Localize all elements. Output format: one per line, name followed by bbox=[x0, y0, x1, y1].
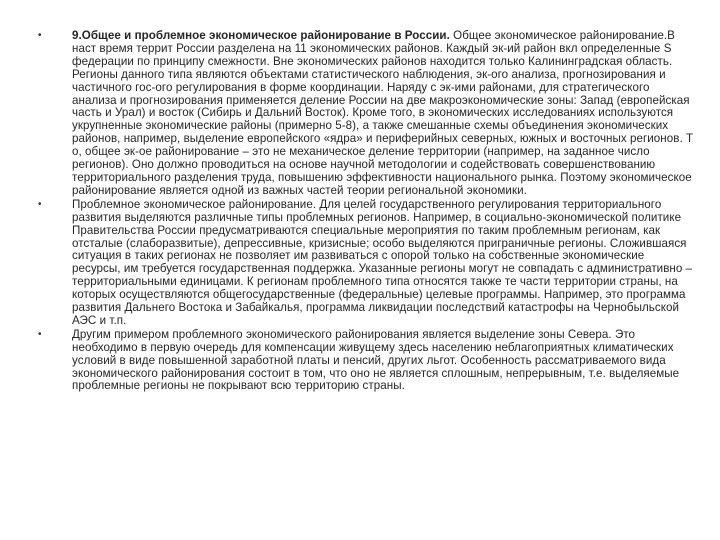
bullet-item-north-zone bbox=[38, 329, 694, 394]
bullet-text: Общее экономическое районирование.В наст время террит России разделена на 11 экономических районов. Каждый эк-ий район вкл определенные S федерации по принципу смежности. Вне экономических районов находится только Калининградская область. Регионы данного типа являются объектами статистического наблюдения, эк-ого анализа, прогнозирования и частичного гос-ого регулирования в форме координации. Наряду с эк-ими районами, для стратегического анализа и прогнозирования применяется деление России на две макроэкономические зоны: Запад (европейская часть и Урал) и восток (Сибирь и Дальний Восток). Кроме того, в экономических исследованиях используются укрупненные экономические районы (примерно 5-8), а также смешанные схемы объединения экономических районов, например, выделение европейского «ядра» и периферийных северных, южных и восточных регионов. Т о, общее эк-ое районирование – это не механическое деление территории (например, на заданное число регионов). Оно должно проводиться на основе научной методологии и содействовать совершенствованию территориального разделения труда, повышению эффективности национального рынка. Поэтому экономическое районирование является одной из важных частей теории региональной экономики. bbox=[72, 29, 694, 197]
bullet-item-general-regionalization bbox=[38, 30, 694, 198]
bullet-heading: 9.Общее и проблемное экономическое районирование в России. bbox=[72, 29, 450, 42]
bullet-marker: • bbox=[38, 30, 42, 41]
bullet-text: Проблемное экономическое районирование. Для целей государственного регулирования территориального развития выделяются различные типы проблемных регионов. Например, в социально-экономической политике Правительства России предусматриваются специальные мероприятия по таким проблемным регионам, как отсталые (слаборазвитые), депрессивные, кризисные; особо выделяются приграничные регионы. Сложившаяся ситуация в таких регионах не позволяет им развиваться с опорой только на собственные экономические ресурсы, им требуется государственная поддержка. Указанные регионы могут не совпадать с административно – территориальными единицами. К регионам проблемного типа относятся также те части территории страны, на которых осуществляются общегосударственные (федеральные) целевые программы. Например, это программа развития Дальнего Востока и Забайкалья, программа ликвидации последствий катастрофы на Чернобыльской АЭС и т.п. bbox=[72, 197, 693, 327]
bullet-marker: • bbox=[38, 328, 42, 340]
bullet-item-problem-regionalization bbox=[38, 199, 694, 328]
bullet-marker: • bbox=[38, 198, 42, 210]
bullet-text: Другим примером проблемного экономического районирования является выделение зоны Севера. Это необходимо в первую очередь для компенсации живущему здесь населению неблагоприятных климатических условий в виде повышенной заработной платы и пенсий, других льгот. Особенность рассматриваемого вида экономического районирования состоит в том, что оно не является сплошным, непрерывным, т.е. выделяемые проблемные регионы не покрывают всю территорию страны. bbox=[72, 327, 680, 393]
bullet-list bbox=[38, 30, 694, 393]
